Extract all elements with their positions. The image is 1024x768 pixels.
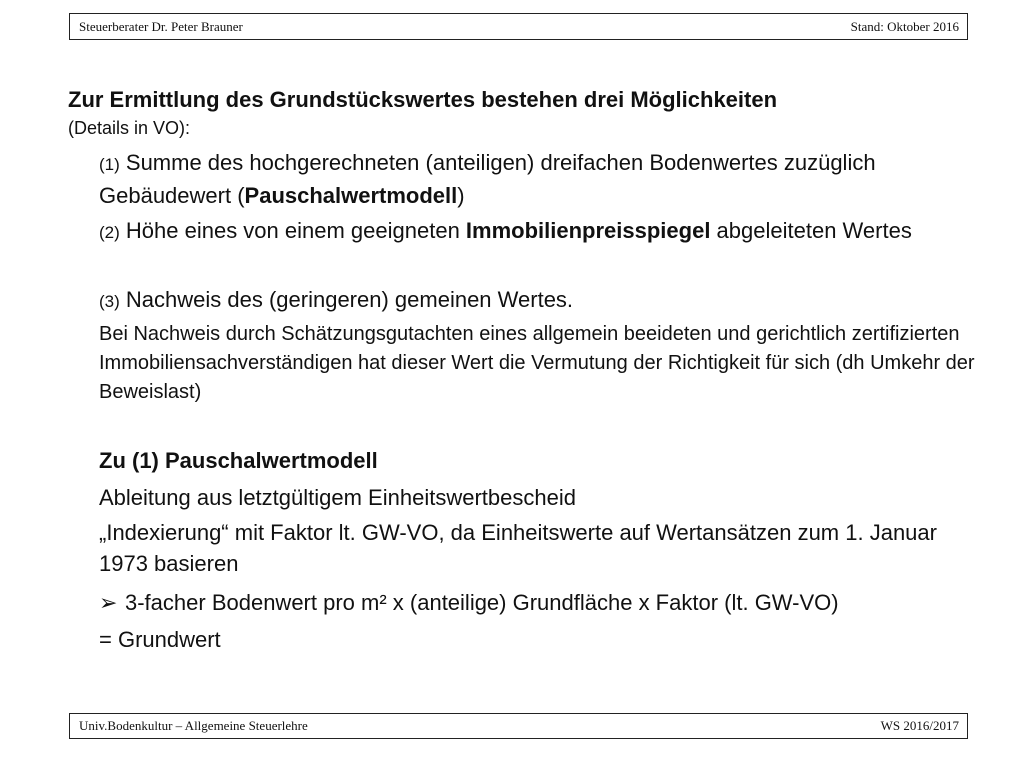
slide-title: Zur Ermittlung des Grundstückswertes bestehen drei Möglichkeiten: [68, 87, 778, 112]
option-2-text-end: abgeleiteten Wertes: [710, 218, 912, 243]
footer-term: WS 2016/2017: [880, 718, 959, 733]
option-3: [99, 284, 979, 317]
slide-footer: [69, 713, 968, 739]
option-2: [99, 215, 979, 248]
section-bullet: [99, 587, 979, 618]
option-3-text: Nachweis des (geringeren) gemeinen Wertes.: [119, 287, 574, 312]
option-1-text-end: ): [457, 183, 465, 208]
footer-course: Univ.Bodenkultur – Allgemeine Steuerlehre: [79, 718, 308, 733]
slide-header: [69, 13, 968, 40]
option-2-text: Höhe eines von einem geeigneten: [119, 218, 466, 243]
section-line-1: Ableitung aus letztgültigem Einheitswertbescheid: [99, 485, 576, 510]
section-line-2: „Indexierung“ mit Faktor lt. GW-VO, da Einheitswerte auf Wertansätzen zum 1. Januar 1973 basieren: [99, 520, 937, 576]
option-1-text: Summe des hochgerechneten (anteiligen) dreifachen Bodenwertes zuzüglich Gebäudewert (: [99, 150, 876, 208]
header-author: Steuerberater Dr. Peter Brauner: [79, 18, 243, 34]
option-1: [99, 147, 979, 211]
option-2-bold: Immobilienpreisspiegel: [465, 218, 711, 243]
section-heading: Zu (1) Pauschalwertmodell: [99, 448, 378, 473]
option-2-number: (2): [99, 223, 120, 242]
option-1-bold: Pauschalwertmodell: [244, 183, 458, 208]
option-3-number: (3): [99, 292, 120, 311]
arrow-bullet-icon: ➢: [99, 590, 118, 615]
valuation-note: Bei Nachweis durch Schätzungsgutachten eines allgemein beeideten und gerichtlich zertifizierten Immobiliensachverständigen hat dieser Wert die Vermutung der Richtigkeit für sich (dh Umkehr der Beweislast): [99, 323, 975, 403]
section-result: = Grundwert: [99, 627, 221, 652]
header-date: Stand: Oktober 2016: [850, 18, 959, 34]
section-bullet-text: 3-facher Bodenwert pro m² x (anteilige) Grundfläche x Faktor (lt. GW-VO): [125, 590, 839, 615]
option-1-number: (1): [99, 155, 120, 174]
slide-subtitle: (Details in VO):: [68, 118, 191, 138]
